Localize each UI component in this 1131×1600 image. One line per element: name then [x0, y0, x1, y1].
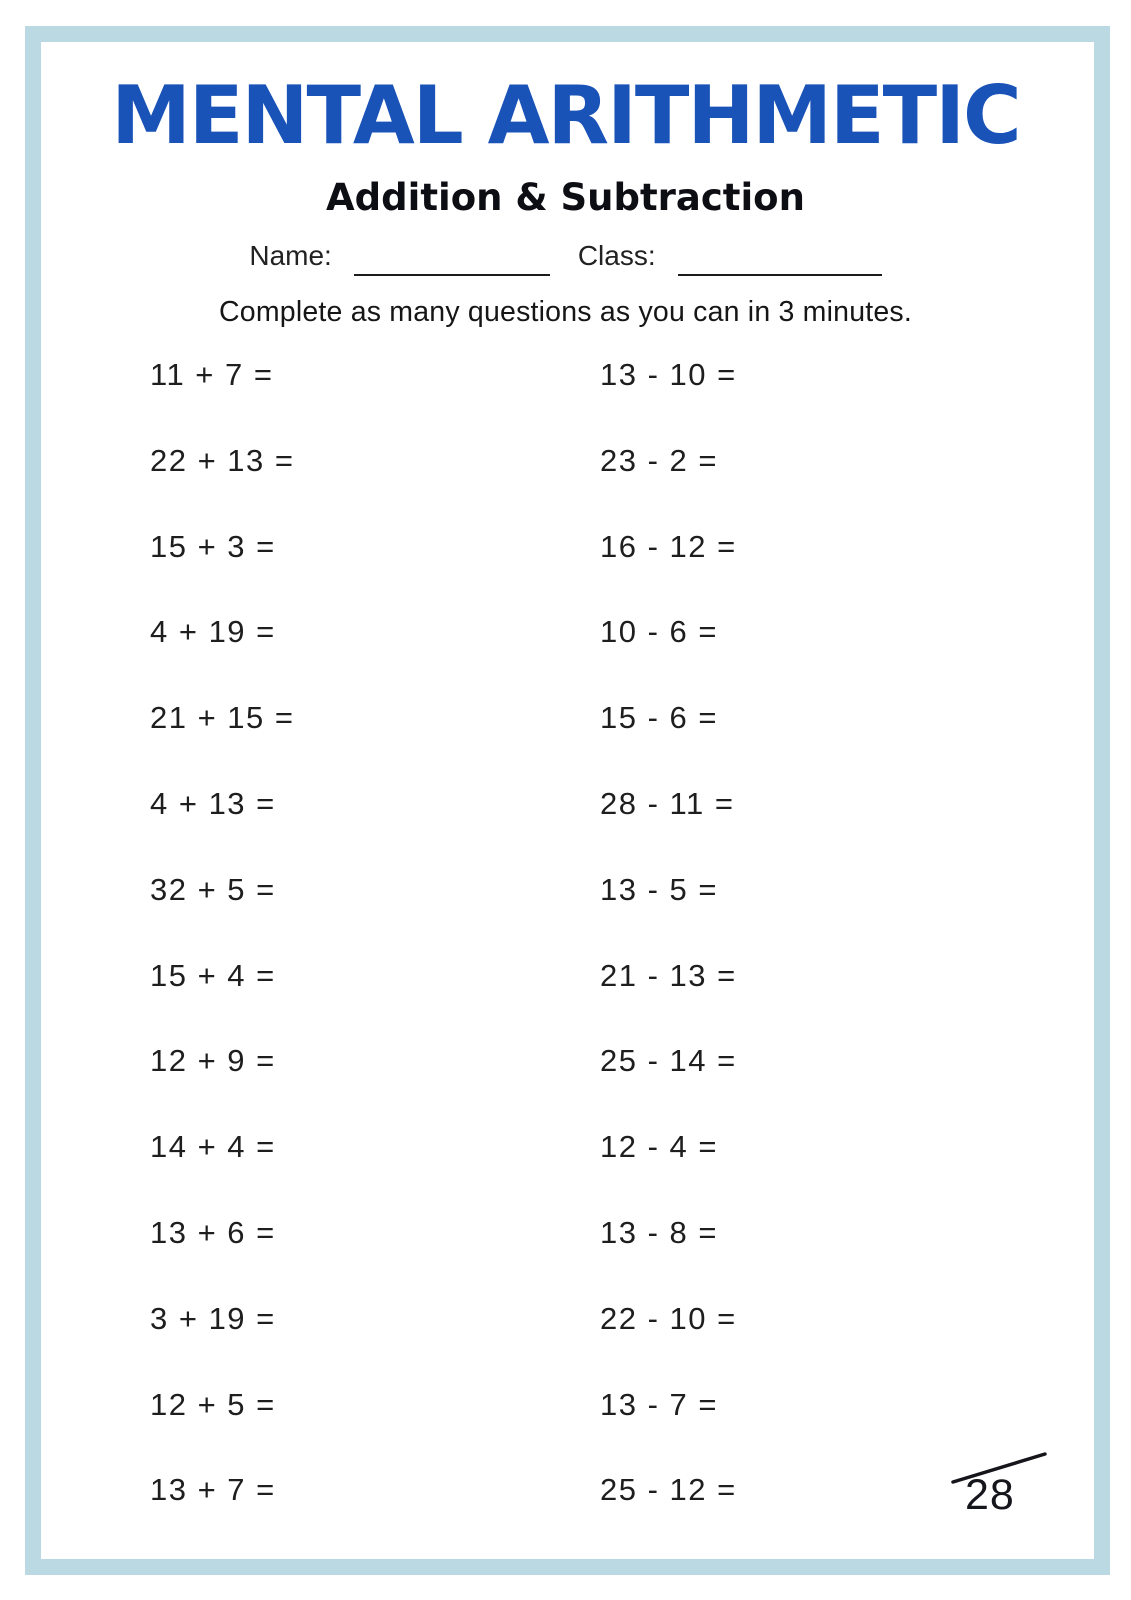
problem: 32 + 5 = — [150, 871, 276, 907]
problem: 13 - 5 = — [600, 871, 718, 907]
problem: 13 - 7 = — [600, 1386, 718, 1422]
problem: 23 - 2 = — [600, 442, 718, 478]
problem: 13 - 8 = — [600, 1214, 718, 1250]
problem: 22 - 10 = — [600, 1300, 737, 1336]
problem: 15 + 4 = — [150, 957, 276, 993]
score-marker — [935, 1438, 1065, 1533]
instruction-text: Complete as many questions as you can in 3 minutes. — [219, 296, 912, 328]
problem: 13 + 6 = — [150, 1214, 276, 1250]
name-blank-field[interactable] — [354, 242, 550, 276]
problem: 15 - 6 = — [600, 700, 718, 736]
name-label: Name: — [249, 240, 332, 271]
score-total: 28 — [965, 1471, 1015, 1519]
problem: 14 + 4 = — [150, 1129, 276, 1165]
problem: 12 + 9 = — [150, 1043, 276, 1079]
name-class-row — [0, 240, 1131, 276]
problem: 21 - 13 = — [600, 957, 737, 993]
subtraction-problems-column — [600, 356, 737, 1509]
problem: 12 + 5 = — [150, 1386, 276, 1422]
problem: 11 + 7 = — [150, 357, 274, 392]
problem: 15 + 3 = — [150, 528, 276, 564]
addition-problems-column — [150, 356, 295, 1509]
class-blank-field[interactable] — [678, 242, 882, 276]
problem: 25 - 14 = — [600, 1043, 737, 1079]
class-label: Class: — [577, 240, 656, 271]
problem: 13 - 10 = — [600, 357, 737, 392]
problem: 3 + 19 = — [150, 1300, 276, 1336]
problem: 22 + 13 = — [150, 442, 295, 478]
problem: 10 - 6 = — [600, 614, 718, 650]
problem: 25 - 12 = — [600, 1472, 737, 1508]
problem: 13 + 7 = — [150, 1472, 276, 1508]
page-title: MENTAL ARITHMETIC — [111, 69, 1020, 162]
problem: 4 + 19 = — [150, 614, 276, 650]
problem: 21 + 15 = — [150, 700, 295, 736]
page-subtitle: Addition & Subtraction — [326, 176, 805, 219]
problem: 28 - 11 = — [600, 785, 735, 821]
problem: 12 - 4 = — [600, 1129, 718, 1165]
problem: 4 + 13 = — [150, 785, 276, 821]
problem: 16 - 12 = — [600, 528, 737, 564]
